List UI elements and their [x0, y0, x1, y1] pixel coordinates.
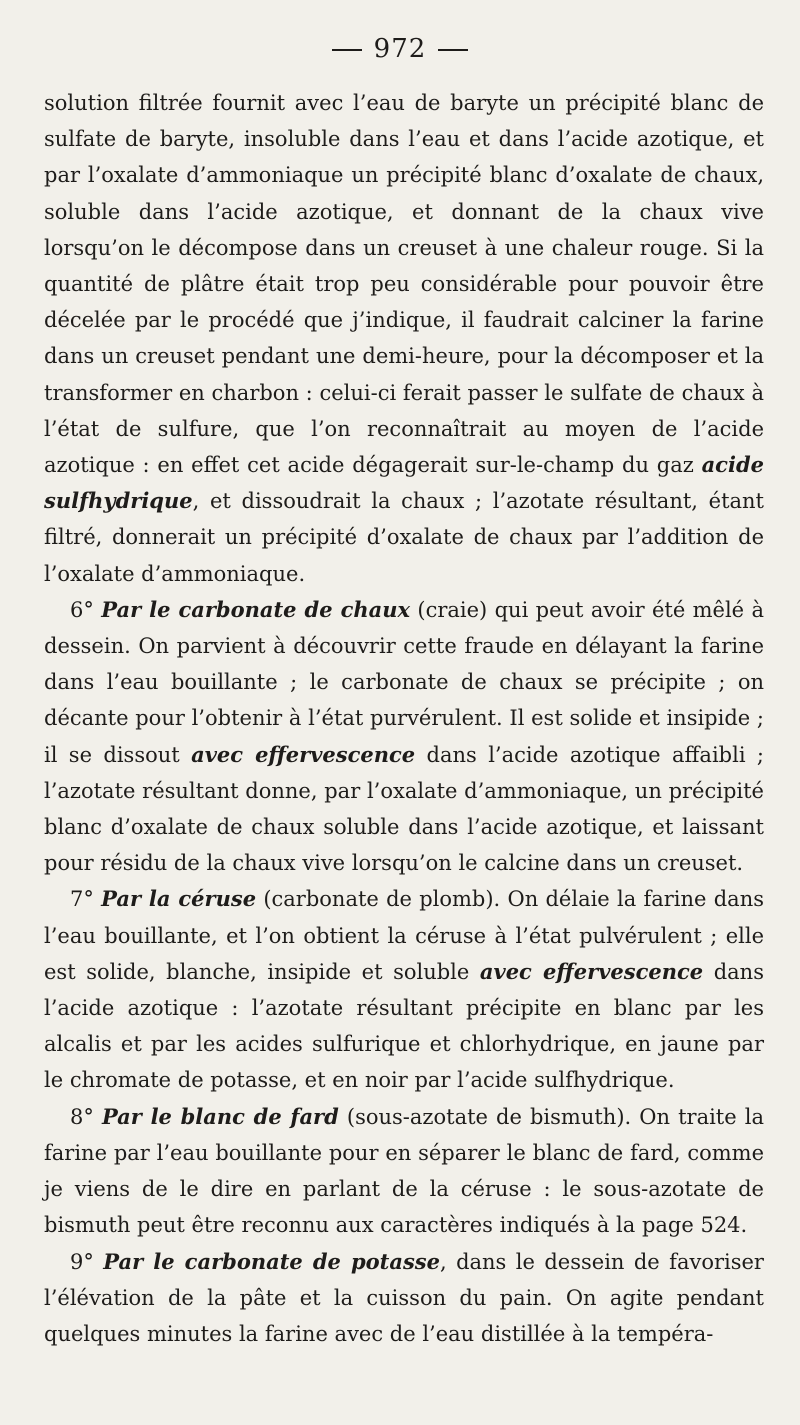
- text-run: , dans le dessein de favoriser l’élévation de la pâte et la cuisson du pain. On agite pendant quelques minutes la farine avec de l’eau distillée à la tempéra-: [44, 1249, 764, 1346]
- italic-phrase: Par la céruse: [101, 886, 257, 912]
- page-number-text: 972: [373, 34, 427, 64]
- text-run: , et dissoudrait la chaux ; l’azotate résultant, étant filtré, donnerait un précipité d’oxalate de chaux par l’addition de l’oxalate d’ammoniaque.: [44, 489, 764, 586]
- italic-phrase: Par le blanc de fard: [101, 1103, 339, 1129]
- text-run: 7°: [70, 887, 102, 912]
- paragraph: [44, 592, 764, 882]
- text-run: 9°: [70, 1249, 104, 1274]
- text-run: dans l’acide azotique affaibli ; l’azotate résultant donne, par l’oxalate d’ammoniaque, un précipité blanc d’oxalate de chaux soluble dans l’acide azotique, et laissant pour résidu de la chaux vive lorsqu’on le calcine dans un creuset.: [44, 742, 764, 876]
- text-run: 8°: [70, 1104, 102, 1129]
- text-run: dans l’acide azotique : l’azotate résultant précipite en blanc par les alcalis et par les acides sulfurique et chlorhydrique, en jaune par le chromate de potasse, et en noir par l’acide sulfhydrique.: [44, 959, 764, 1093]
- text-run: (sous-azotate de bismuth). On traite la farine par l’eau bouillante pour en séparer le blanc de fard, comme je viens de le dire en parlant de la céruse : le sous-azotate de bismuth peut être reconnu aux caractères indiqués à la page 524.: [44, 1104, 764, 1238]
- body-text: [44, 85, 764, 1352]
- paragraph: [44, 881, 764, 1098]
- text-run: (craie) qui peut avoir été mêlé à dessein. On parvient à découvrir cette fraude en délayant la farine dans l’eau bouillante ; le carbonate de chaux se précipite ; on décante pour l’obtenir à l’état purvérulent. Il est solide et insipide ; il se dissout: [44, 597, 764, 767]
- page-number: [0, 34, 800, 64]
- italic-phrase: avec effervescence: [191, 741, 416, 767]
- dash-right: [438, 49, 468, 51]
- paragraph: [44, 1244, 764, 1353]
- italic-phrase: acide sulfhydrique: [44, 452, 764, 514]
- paragraph: [44, 1099, 764, 1244]
- italic-phrase: Par le carbonate de potasse: [103, 1248, 440, 1274]
- paragraph: [44, 85, 764, 592]
- text-run: (carbonate de plomb). On délaie la farine dans l’eau bouillante, et l’on obtient la céruse à l’état pulvérulent ; elle est solide, blanche, insipide et soluble: [44, 887, 764, 984]
- italic-phrase: avec effervescence: [479, 958, 704, 984]
- dash-left: [332, 49, 362, 51]
- text-run: solution filtrée fournit avec l’eau de baryte un précipité blanc de sulfate de baryte, insoluble dans l’eau et dans l’acide azotique, et par l’oxalate d’ammoniaque un précipité blanc d’oxalate de chaux, soluble dans l’acide azotique, et donnant de la chaux vive lorsqu’on le décompose dans un creuset à une chaleur rouge. Si la quantité de plâtre était trop peu considérable pour pouvoir être décelée par le procédé que j’indique, il faudrait calciner la farine dans un creuset pendant une demi-heure, pour la décomposer et la transformer en charbon : celui-ci ferait passer le sulfate de chaux à l’état de sulfure, que l’on reconnaîtrait au moyen de l’acide azotique : en effet cet acide dégagerait sur-le-champ du gaz: [44, 91, 764, 478]
- text-run: 6°: [70, 597, 102, 622]
- italic-phrase: Par le carbonate de chaux: [101, 596, 411, 622]
